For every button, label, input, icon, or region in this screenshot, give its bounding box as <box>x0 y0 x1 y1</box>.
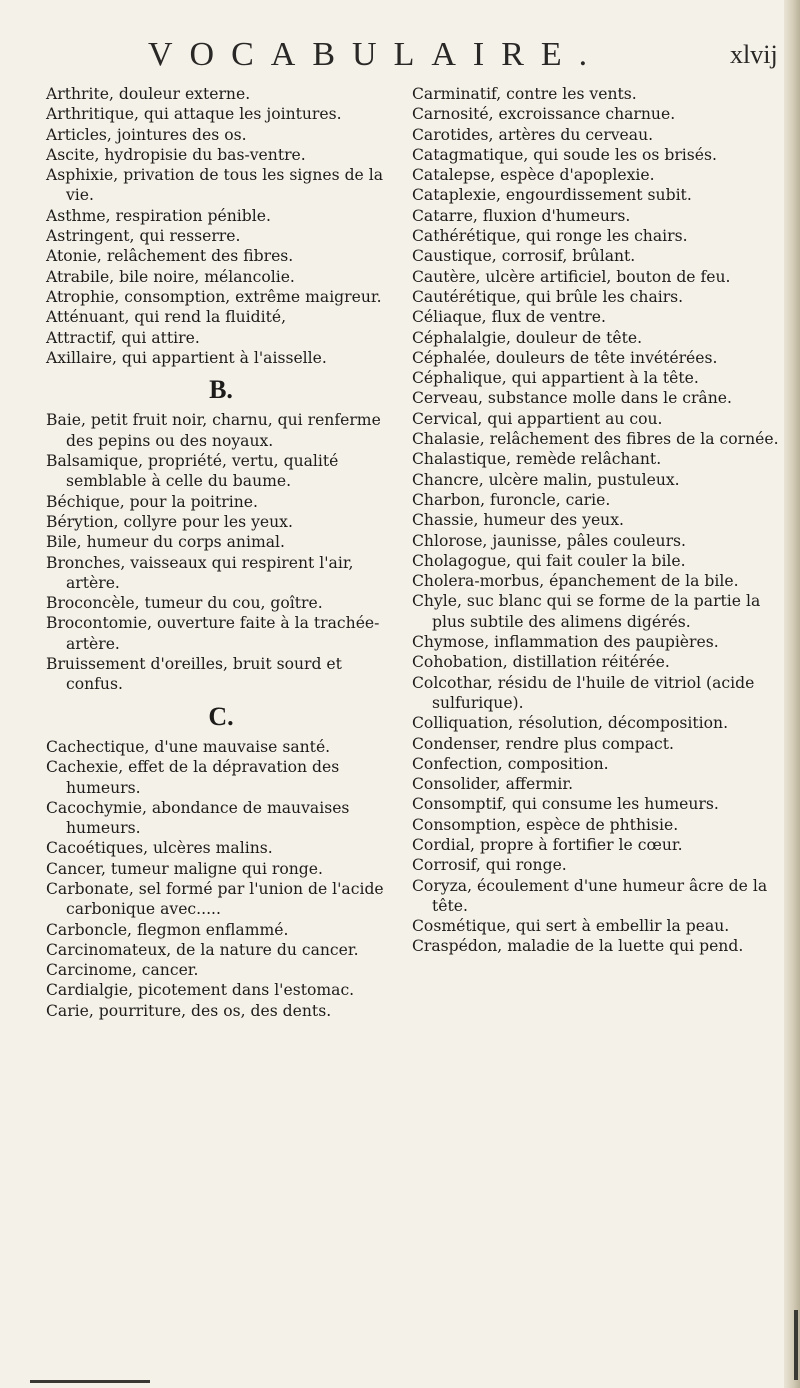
glossary-entry: Cohobation, distillation réitérée. <box>412 653 670 672</box>
glossary-entry: Consomptif, qui consume les humeurs. <box>412 795 719 814</box>
glossary-entry: Cancer, tumeur maligne qui ronge. <box>46 859 323 878</box>
glossary-entry: Cosmétique, qui sert à embellir la peau. <box>412 917 730 936</box>
glossary-entry: Cathérétique, qui ronge les chairs. <box>412 227 688 246</box>
glossary-entry: Cervical, qui appartient au cou. <box>412 409 663 428</box>
glossary-entry: Cautère, ulcère artificiel, bouton de feu. <box>412 267 731 286</box>
glossary-entry: Astringent, qui resserre. <box>46 227 241 246</box>
glossary-entry: Ascite, hydropisie du bas-ventre. <box>46 145 306 164</box>
glossary-entry: Craspédon, maladie de la luette qui pend. <box>412 937 744 956</box>
edge-mark <box>794 1310 798 1380</box>
running-head <box>0 28 800 78</box>
glossary-entry: Colliquation, résolution, décomposition. <box>412 714 729 733</box>
glossary-entry: Bile, humeur du corps animal. <box>46 533 285 552</box>
glossary-entry: Cataplexie, engourdissement subit. <box>412 186 692 205</box>
glossary-entry: Attractif, qui attire. <box>46 328 200 347</box>
glossary-entry: Broconcèle, tumeur du cou, goître. <box>46 594 323 613</box>
glossary-entry: Coryza, écoulement d'une humeur âcre de la tête. <box>412 876 768 915</box>
glossary-entry: Cerveau, substance molle dans le crâne. <box>412 389 732 408</box>
left-column <box>46 84 396 1021</box>
glossary-entry: Baie, petit fruit noir, charnu, qui renferme des pepins ou des noyaux. <box>46 411 381 450</box>
glossary-entry: Cacochymie, abondance de mauvaises humeurs. <box>46 798 350 838</box>
glossary-entry: Cholera-morbus, épanchement de la bile. <box>412 572 739 591</box>
glossary-entry: Bérytion, collyre pour les yeux. <box>46 512 293 531</box>
page-title: VOCABULAIRE. <box>148 36 605 73</box>
glossary-entry: Cachectique, d'une mauvaise santé. <box>46 737 331 756</box>
glossary-entry: Cordial, propre à fortifier le cœur. <box>412 835 683 854</box>
glossary-entry: Chymose, inflammation des paupières. <box>412 633 719 652</box>
glossary-entry: Corrosif, qui ronge. <box>412 856 567 875</box>
glossary-entry: Carbonate, sel formé par l'union de l'acide carbonique avec..... <box>46 879 384 919</box>
glossary-entry: Articles, jointures des os. <box>46 125 247 144</box>
glossary-entry: Arthrite, douleur externe. <box>46 85 251 103</box>
glossary-entry: Catagmatique, qui soude les os brisés. <box>412 145 717 164</box>
glossary-entry: Carnosité, excroissance charnue. <box>412 105 676 124</box>
glossary-entry: Brocontomie, ouverture faite à la trachée-artère. <box>46 614 380 653</box>
glossary-entry: Confection, composition. <box>412 754 609 773</box>
glossary-entry: Carotides, artères du cerveau. <box>412 125 654 144</box>
section-letter: B. <box>209 375 233 405</box>
glossary-entry: Chalastique, remède relâchant. <box>412 450 662 469</box>
glossary-entry: Atrabile, bile noire, mélancolie. <box>46 267 295 286</box>
glossary-entry: Céphalique, qui appartient à la tête. <box>412 369 699 388</box>
glossary-entry: Bruissement d'oreilles, bruit sourd et confus. <box>46 655 342 694</box>
glossary-entry: Atonie, relâchement des fibres. <box>46 247 294 266</box>
bottom-rule <box>30 1380 150 1383</box>
glossary-entry: Arthritique, qui attaque les jointures. <box>46 105 342 124</box>
glossary-entry: Cautérétique, qui brûle les chairs. <box>412 287 684 306</box>
glossary-entry: Carboncle, flegmon enflammé. <box>46 920 289 939</box>
glossary-entry: Axillaire, qui appartient à l'aisselle. <box>46 348 327 367</box>
glossary-entry: Catarre, fluxion d'humeurs. <box>412 206 631 225</box>
glossary-entry: Cachexie, effet de la dépravation des humeurs. <box>46 758 340 797</box>
glossary-entry: Asthme, respiration pénible. <box>46 206 271 225</box>
glossary-entry: Atrophie, consomption, extrême maigreur. <box>46 287 382 306</box>
page-number: xlvij <box>730 40 778 69</box>
glossary-entry: Caustique, corrosif, brûlant. <box>412 247 636 266</box>
glossary-entry: Céphalalgie, douleur de tête. <box>412 328 643 347</box>
glossary-entry: Carcinomateux, de la nature du cancer. <box>46 940 359 959</box>
glossary-entry: Charbon, furoncle, carie. <box>412 490 611 509</box>
glossary-entry: Carcinome, cancer. <box>46 961 199 980</box>
glossary-entry: Catalepse, espèce d'apoplexie. <box>412 166 655 185</box>
glossary-entry: Asphixie, privation de tous les signes de la vie. <box>46 166 384 205</box>
glossary-entry: Cardialgie, picotement dans l'estomac. <box>46 981 355 1000</box>
glossary-entry: Cacoétiques, ulcères malins. <box>46 839 273 858</box>
section-letter: C. <box>208 701 234 731</box>
glossary-entry: Chlorose, jaunisse, pâles couleurs. <box>412 531 686 550</box>
glossary-entry: Béchique, pour la poitrine. <box>46 492 258 511</box>
glossary-entry: Carie, pourriture, des os, des dents. <box>46 1001 332 1020</box>
glossary-entry: Consolider, affermir. <box>412 775 574 794</box>
glossary-entry: Chancre, ulcère malin, pustuleux. <box>412 470 680 489</box>
glossary-entry: Bronches, vaisseaux qui respirent l'air, artère. <box>46 553 354 592</box>
glossary-entry: Céliaque, flux de ventre. <box>412 308 606 327</box>
glossary-entry: Cholagogue, qui fait couler la bile. <box>412 551 686 570</box>
glossary-entry: Atténuant, qui rend la fluidité, <box>46 308 287 327</box>
glossary-entry: Chyle, suc blanc qui se forme de la partie la plus subtile des alimens digérés. <box>412 592 761 631</box>
glossary-entry: Consomption, espèce de phthisie. <box>412 815 679 834</box>
glossary-entry: Carminatif, contre les vents. <box>412 85 637 103</box>
right-column <box>412 84 780 957</box>
glossary-entry: Condenser, rendre plus compact. <box>412 734 674 753</box>
glossary-entry: Colcothar, résidu de l'huile de vitriol (acide sulfurique). <box>412 673 755 712</box>
glossary-entry: Chassie, humeur des yeux. <box>412 511 624 530</box>
glossary-entry: Balsamique, propriété, vertu, qualité semblable à celle du baume. <box>46 452 339 491</box>
page-edge <box>784 0 800 1388</box>
glossary-entry: Céphalée, douleurs de tête invétérées. <box>412 348 718 367</box>
glossary-entry: Chalasie, relâchement des fibres de la cornée. <box>412 430 779 449</box>
